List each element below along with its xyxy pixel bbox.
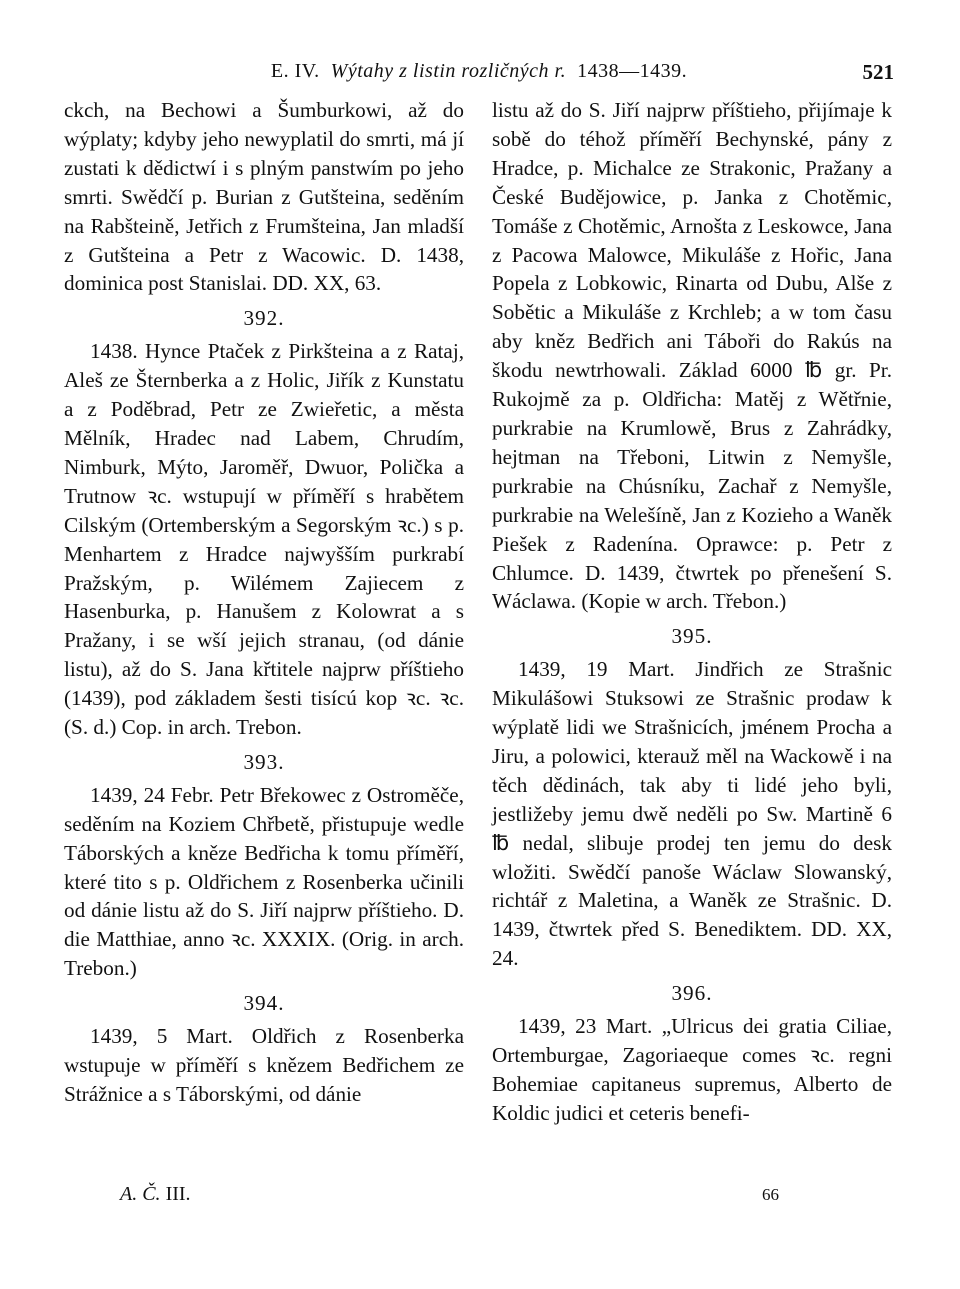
entry-paragraph: 1439, 5 Mart. Oldřich z Rosenberka wstupuje w příměří s knězem Bedřichem ze Strážnice a s Táborskými, od dánie: [64, 1024, 464, 1106]
chapter-title: Wýtahy z listin rozličných r.: [330, 60, 567, 82]
entry-paragraph: 1439, 19 Mart. Jindřich ze Strašnic Mikulášowi Stuksowi ze Strašnic prodaw k wýplatě lidi we Strašnicích, jménem Procha a Jiru, a polowici, kterauž měl na Wackowě i na těch dědinách, tak aby ti lidé jeho byli, jestližeby jemu dwě neděli po Sw. Martině 6 ℔ nedal, slibuje prodej ten jemu do desk wložiti. Swědčí panoše Wáclaw Slowanský, richtář z Maletina, a Waněk ze Strašnic. D. 1439, čtwrtek před S. Benediktem. DD. XX, 24.: [492, 657, 892, 971]
signature-letters: A. Č.: [120, 1183, 161, 1205]
signature-mark: [120, 1183, 191, 1206]
right-column: [492, 96, 892, 1128]
year-range: 1438—1439.: [577, 60, 688, 82]
sheet-number: 66: [762, 1185, 779, 1204]
entry-number: 394.: [243, 991, 285, 1016]
entry-number: 393.: [243, 749, 285, 774]
section-label: E. IV.: [270, 60, 320, 82]
left-column: [64, 96, 464, 1109]
running-head: [64, 60, 894, 88]
paragraph: ckch, na Bechowi a Šumburkowi, až do wýplaty; kdyby jeho newyplatil do smrti, má jí zustati k dědictwí i s plným panstwím po jeho smrti. Swědčí p. Burian z Gutšteina, seděním na Rabšteině, Jetřich z Frumšteina, Jan mladší z Gutšteina a Petr z Wacowic. D. 1438, dominica post Stanislai. DD. XX, 63.: [64, 98, 464, 296]
signature-volume: III.: [165, 1183, 191, 1205]
page-number: 521: [862, 60, 894, 84]
entry-number: 395.: [671, 624, 713, 649]
entry-paragraph: 1439, 23 Mart. „Ulricus dei gratia Ciliae, Ortemburgae, Zagoriaeque comes ꝛc. regni Bohemiae capitaneus supremus, Alberto de Koldic judici et ceteris benefi-: [492, 1014, 892, 1125]
entry-number: 392.: [243, 306, 285, 331]
entry-paragraph: 1439, 24 Febr. Petr Břekowec z Ostroměče, seděním na Koziem Chřbetě, přistupuje wedle Táborských a kněze Bedřicha k tomu příměří, které tito s p. Oldřichem z Rosenberka učinili od dánie listu až do S. Jiří najprw příštieho. D. die Matthiae, anno ꝛc. XXXIX. (Orig. in arch. Trebon.): [64, 782, 464, 981]
entry-number: 396.: [671, 981, 713, 1006]
entry-paragraph: 1438. Hynce Ptaček z Pirkšteina a z Rataj, Aleš ze Šternberka a z Holic, Jiřík z Kunstatu a z Poděbrad, Petr ze Zwieřetic, a města Mělník, Hradec nad Labem, Chrudím, Nimburk, Mýto, Jaroměř, Dwuor, Polička a Trutnow ꝛc. wstupují w příměří s hrabětem Cilským (Ortemberským a Segorským ꝛc.) s p. Menhartem z Hradce najwyšším purkrabí Pražským, p. Wilémem Zajiecem z Hasenburka, p. Hanušem z Kolowrat a s Pražany, i se wší jejich stranau, (od dánie listu), až do S. Jana křtitele najprw příštieho (1439), pod základem šesti tisícú kop ꝛc. ꝛc. (S. d.) Cop. in arch. Trebon.: [64, 339, 464, 740]
running-title: [64, 60, 894, 83]
paragraph: listu až do S. Jiří najprw příštieho, přijímaje k sobě do téhož příměří Bechynské, pány z Hradce, p. Michalce ze Strakonic, Pražany a České Budějowice, p. Janka z Chotěmic, Tomáše z Chotěmic, Arnošta z Leskowce, Jana z Pacowa Malowce, Mikuláše z Hořic, Jana Popela z Lobkowic, Rinarta od Dubu, Alše z Sobětic a Mikuláše z Krchleb; a w tom času aby kněz Bedřich ani Táboři do Rakús na škodu newtrhowali. Základ 6000 ℔ gr. Pr. Rukojmě za p. Oldřicha: Matěj z Wětřnie, purkrabie na Krumlowě, Brus z Zahrádky, hejtman na Třeboni, Litwin z Nemyšle, purkrabie na Chúsníku, Zachař z Nemyšle, purkrabie na Welešíně, Jan z Kozieho a Waněk Piešek z Radenína. Oprawce: p. Petr z Chlumce. D. 1439, čtwrtek po přenešení S. Wáclawa. (Kopie w arch. Třebon.): [492, 98, 892, 614]
